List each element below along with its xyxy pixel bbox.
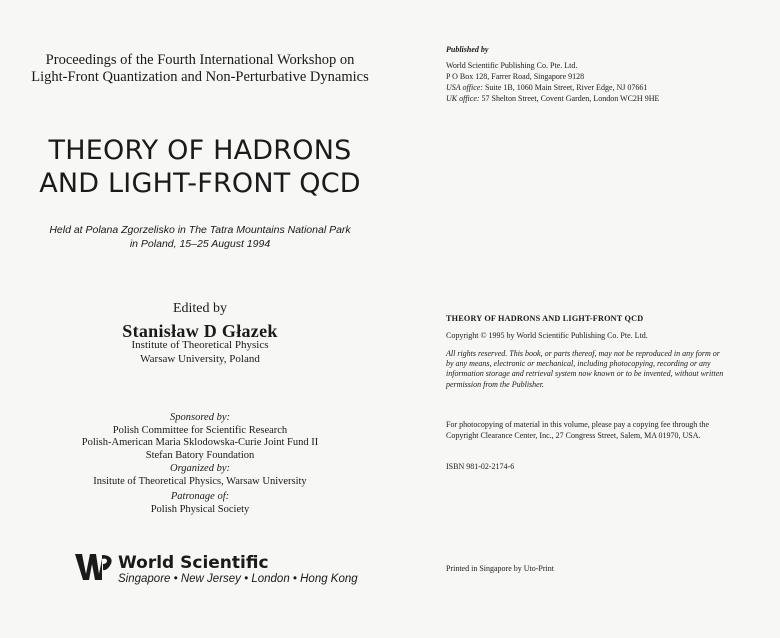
affiliation-line: Institute of Theoretical Physics bbox=[131, 339, 269, 351]
sponsor-line: Polish-American Maria Sklodowska-Curie Joint Fund II bbox=[81, 437, 319, 448]
venue-note bbox=[0, 223, 400, 251]
patronage-block bbox=[0, 491, 400, 516]
affiliation-line: Warsaw University, Poland bbox=[140, 352, 260, 365]
patronage-label: Patronage of: bbox=[170, 491, 230, 502]
uk-office-label: UK office: bbox=[446, 94, 480, 103]
isbn: ISBN 981-02-2174-6 bbox=[446, 462, 515, 471]
venue-line: in Poland, 15–25 August 1994 bbox=[129, 238, 271, 250]
uk-office-line bbox=[446, 93, 766, 104]
photocopy-notice bbox=[446, 420, 766, 441]
copyright-notice: Copyright © 1995 by World Scientific Publishing Co. Pte. Ltd. bbox=[446, 331, 648, 340]
publisher-addresses bbox=[446, 60, 766, 104]
usa-office-label: USA office: bbox=[446, 83, 483, 92]
sponsors-block bbox=[0, 412, 400, 462]
proceedings-heading bbox=[0, 52, 400, 86]
rights-line: permission from the Publisher. bbox=[446, 379, 544, 389]
copyright-page-right bbox=[400, 0, 780, 638]
publisher-logo-cities: Singapore • New Jersey • London • Hong Kong bbox=[118, 573, 358, 585]
book-title-line: THEORY OF HADRONS bbox=[48, 135, 352, 166]
copyright-book-title: THEORY OF HADRONS AND LIGHT-FRONT QCD bbox=[446, 314, 644, 323]
photocopy-line: For photocopying of material in this volume, please pay a copying fee through the bbox=[446, 420, 710, 429]
publisher-name: World Scientific Publishing Co. Pte. Ltd. bbox=[446, 61, 578, 70]
sponsor-line: Polish Committee for Scientific Research bbox=[112, 424, 288, 436]
photocopy-line: Copyright Clearance Center, Inc., 27 Congress Street, Salem, MA 01970, USA. bbox=[446, 430, 701, 440]
usa-office-line bbox=[446, 82, 766, 93]
venue-line: Held at Polana Zgorzelisko in The Tatra Mountains National Park bbox=[49, 224, 351, 236]
editor-name: Stanisław D Głazek bbox=[122, 321, 278, 341]
printer-notice: Printed in Singapore by Uto-Print bbox=[446, 564, 554, 573]
proceedings-line: Proceedings of the Fourth International Workshop on bbox=[45, 52, 355, 68]
usa-office-address: Suite 1B, 1060 Main Street, River Edge, NJ 07661 bbox=[484, 83, 648, 92]
book-title bbox=[0, 134, 400, 200]
patron-line: Polish Physical Society bbox=[150, 503, 250, 515]
proceedings-line: Light-Front Quantization and Non-Perturbative Dynamics bbox=[31, 69, 369, 85]
sponsored-label: Sponsored by: bbox=[170, 412, 230, 423]
editor-affiliation bbox=[0, 339, 400, 366]
published-by-label: Published by bbox=[446, 45, 489, 54]
book-title-line: AND LIGHT-FRONT QCD bbox=[39, 168, 361, 199]
publisher-address: P O Box 128, Farrer Road, Singapore 9128 bbox=[446, 72, 585, 81]
rights-line: by any means, electronic or mechanical, including photocopying, recording or any bbox=[446, 359, 711, 369]
world-scientific-logo-icon bbox=[74, 550, 114, 584]
organized-label: Organized by: bbox=[170, 463, 230, 474]
organizer-line: Insitute of Theoretical Physics, Warsaw University bbox=[93, 475, 307, 487]
rights-line: information storage and retrieval system now known or to be invented, without written bbox=[446, 369, 724, 379]
rights-line: All rights reserved. This book, or parts thereof, may not be reproduced in any form or bbox=[446, 349, 720, 358]
publisher-logo-name: World Scientific bbox=[118, 553, 269, 573]
uk-office-address: 57 Shelton Street, Covent Garden, London WC2H 9HE bbox=[481, 94, 660, 103]
edited-by-label: Edited by bbox=[172, 301, 228, 316]
rights-notice bbox=[446, 349, 766, 390]
publisher-logo bbox=[74, 550, 374, 590]
sponsor-line: Stefan Batory Foundation bbox=[145, 449, 255, 461]
organizer-block bbox=[0, 463, 400, 488]
